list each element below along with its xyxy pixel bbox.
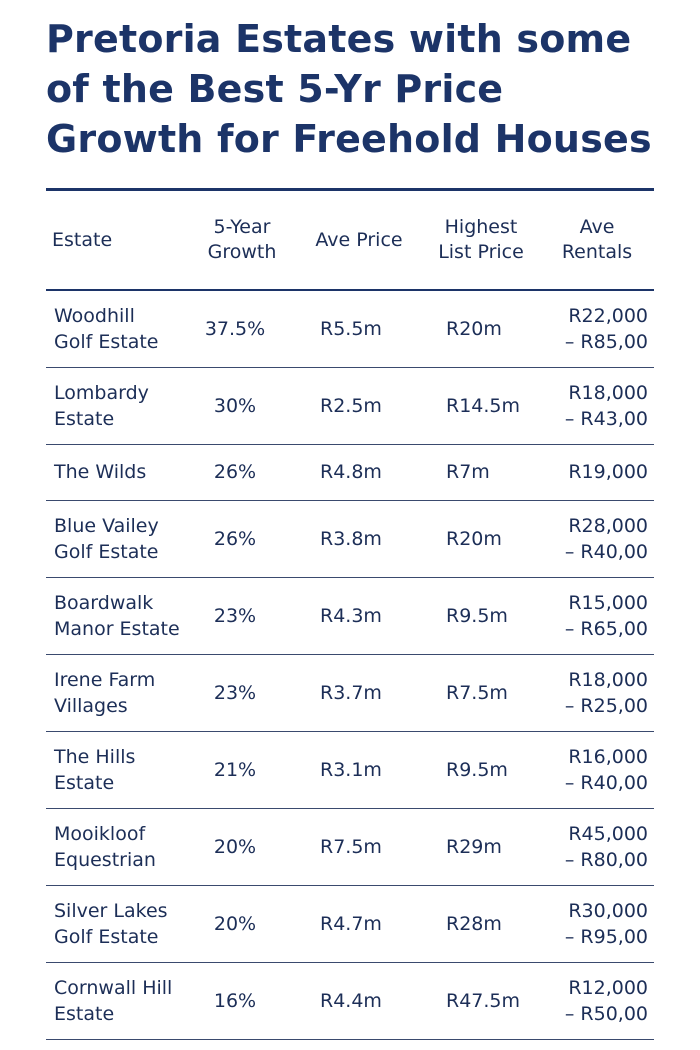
cell-highest-price-text: R29m (446, 835, 502, 858)
cell-ave-price-text: R3.7m (320, 681, 382, 704)
cell-highest-price-text: R47.5m (446, 989, 521, 1012)
cell-highest-price (422, 654, 540, 731)
cell-rentals-text-2: – R43,00 (564, 407, 648, 430)
table-row (46, 962, 654, 1039)
cell-growth-text: 26% (213, 461, 257, 483)
header-growth-line1: 5-Year (213, 216, 271, 238)
cell-estate-text-2: Estate (54, 407, 115, 430)
cell-ave-price-text: R7.5m (320, 835, 382, 858)
cell-highest-price (422, 444, 540, 500)
table-row (46, 731, 654, 808)
cell-rentals-text-2: – R95,00 (564, 925, 648, 948)
header-estate-label: Estate (52, 228, 113, 251)
cell-rentals (540, 367, 654, 444)
cell-growth (188, 367, 296, 444)
cell-rentals-text-1: R16,000 (568, 745, 648, 768)
cell-ave-price (296, 808, 422, 885)
header-estate (46, 191, 188, 290)
cell-growth-text: 23% (213, 604, 257, 627)
cell-highest-price (422, 577, 540, 654)
cell-estate (46, 885, 188, 962)
cell-estate-text-2: Equestrian (54, 848, 156, 871)
cell-estate-text-2: Estate (54, 1002, 115, 1025)
table-row (46, 444, 654, 500)
cell-ave-price (296, 444, 422, 500)
cell-growth (188, 577, 296, 654)
header-rentals-line1: Ave (579, 216, 615, 238)
cell-highest-price (422, 808, 540, 885)
cell-estate-text-1: Mooikloof (54, 822, 146, 845)
cell-ave-price (296, 290, 422, 367)
cell-rentals-text-1: R30,000 (568, 899, 648, 922)
cell-rentals-text-1: R18,000 (568, 668, 648, 691)
cell-estate-text-1: Boardwalk (54, 591, 154, 614)
cell-rentals (540, 885, 654, 962)
table-body (46, 290, 654, 1039)
cell-rentals-text-1: R45,000 (568, 822, 648, 845)
cell-estate-text-1: Cornwall Hill (54, 976, 173, 999)
table-row (46, 577, 654, 654)
cell-estate-text-1: Lombardy (54, 381, 149, 404)
cell-highest-price-text: R9.5m (446, 604, 508, 627)
cell-growth (188, 654, 296, 731)
table-header-row (46, 191, 654, 290)
cell-ave-price-text: R4.8m (320, 461, 382, 483)
cell-rentals (540, 444, 654, 500)
cell-highest-price-text: R20m (446, 317, 502, 340)
cell-highest-price (422, 731, 540, 808)
cell-estate-text: The Wilds (54, 461, 147, 483)
cell-estate (46, 962, 188, 1039)
table-row (46, 367, 654, 444)
table-row (46, 654, 654, 731)
header-rentals (540, 191, 654, 290)
cell-rentals-text-2: – R50,00 (564, 1002, 648, 1025)
page-title: Pretoria Estates with some of the Best 5-Yr Price Growth for Freehold Houses (46, 17, 652, 161)
table-row (46, 500, 654, 577)
cell-growth-text: 20% (213, 835, 257, 858)
cell-highest-price-text: R20m (446, 527, 502, 550)
cell-estate (46, 731, 188, 808)
cell-estate-text-2: Golf Estate (54, 925, 159, 948)
cell-growth (188, 290, 296, 367)
cell-growth (188, 962, 296, 1039)
cell-rentals (540, 577, 654, 654)
cell-rentals-text-2: – R85,00 (564, 330, 648, 353)
cell-estate-text-1: Woodhill (54, 304, 135, 327)
header-highest-line2: List Price (438, 241, 524, 263)
cell-rentals-text: R19,000 (568, 461, 648, 483)
cell-ave-price-text: R5.5m (320, 317, 382, 340)
cell-ave-price-text: R4.7m (320, 912, 382, 935)
cell-growth-text: 20% (213, 912, 257, 935)
table-row (46, 808, 654, 885)
cell-growth-text: 30% (213, 394, 257, 417)
cell-highest-price-text: R7m (446, 461, 490, 483)
estates-table (46, 191, 654, 1040)
cell-highest-price-text: R7.5m (446, 681, 508, 704)
cell-highest-price (422, 962, 540, 1039)
cell-growth-text: 16% (213, 989, 257, 1012)
cell-estate-text-1: Silver Lakes (54, 899, 168, 922)
cell-estate (46, 808, 188, 885)
cell-estate-text-2: Estate (54, 771, 115, 794)
cell-highest-price (422, 367, 540, 444)
cell-ave-price-text: R2.5m (320, 394, 382, 417)
cell-rentals (540, 500, 654, 577)
cell-growth-text: 23% (213, 681, 257, 704)
cell-rentals-text-2: – R40,00 (564, 771, 648, 794)
table-row (46, 885, 654, 962)
cell-growth (188, 444, 296, 500)
header-highest (422, 191, 540, 290)
cell-estate (46, 290, 188, 367)
cell-ave-price (296, 885, 422, 962)
cell-rentals-text-1: R22,000 (568, 304, 648, 327)
header-ave-price-label: Ave Price (315, 228, 403, 251)
cell-ave-price (296, 577, 422, 654)
cell-ave-price-text: R3.1m (320, 758, 382, 781)
cell-estate-text-2: Villages (54, 694, 128, 717)
cell-estate-text-2: Golf Estate (54, 540, 159, 563)
cell-rentals (540, 962, 654, 1039)
table-row (46, 290, 654, 367)
cell-estate-text-2: Manor Estate (54, 617, 180, 640)
cell-growth-text: 21% (213, 758, 257, 781)
header-highest-line1: Highest (444, 216, 518, 238)
header-ave-price (296, 191, 422, 290)
cell-rentals-text-1: R12,000 (568, 976, 648, 999)
cell-highest-price (422, 500, 540, 577)
header-rentals-line2: Rentals (561, 241, 633, 263)
cell-ave-price-text: R3.8m (320, 527, 382, 550)
cell-ave-price (296, 731, 422, 808)
cell-growth (188, 808, 296, 885)
cell-rentals (540, 808, 654, 885)
cell-highest-price-text: R14.5m (446, 394, 521, 417)
cell-ave-price (296, 962, 422, 1039)
cell-ave-price (296, 500, 422, 577)
cell-growth-text: 37.5% (204, 317, 266, 340)
cell-growth (188, 731, 296, 808)
cell-estate (46, 367, 188, 444)
cell-estate (46, 444, 188, 500)
cell-rentals-text-1: R15,000 (568, 591, 648, 614)
cell-estate-text-1: Irene Farm (54, 668, 156, 691)
cell-estate-text-1: Blue Vailey (54, 514, 159, 537)
cell-growth (188, 885, 296, 962)
cell-rentals (540, 654, 654, 731)
cell-rentals-text-2: – R65,00 (564, 617, 648, 640)
cell-highest-price (422, 885, 540, 962)
cell-ave-price (296, 367, 422, 444)
cell-rentals (540, 731, 654, 808)
cell-estate (46, 577, 188, 654)
header-growth-line2: Growth (207, 241, 277, 263)
cell-ave-price (296, 654, 422, 731)
cell-rentals-text-2: – R25,00 (564, 694, 648, 717)
cell-rentals-text-1: R18,000 (568, 381, 648, 404)
cell-estate-text-1: The Hills (54, 745, 136, 768)
cell-rentals (540, 290, 654, 367)
cell-rentals-text-2: – R40,00 (564, 540, 648, 563)
cell-rentals-text-1: R28,000 (568, 514, 648, 537)
cell-growth-text: 26% (213, 527, 257, 550)
cell-ave-price-text: R4.3m (320, 604, 382, 627)
header-growth (188, 191, 296, 290)
cell-highest-price (422, 290, 540, 367)
cell-rentals-text-2: – R80,00 (564, 848, 648, 871)
cell-ave-price-text: R4.4m (320, 989, 382, 1012)
cell-growth (188, 500, 296, 577)
cell-estate (46, 500, 188, 577)
cell-highest-price-text: R9.5m (446, 758, 508, 781)
cell-highest-price-text: R28m (446, 912, 502, 935)
cell-estate-text-2: Golf Estate (54, 330, 159, 353)
cell-estate (46, 654, 188, 731)
